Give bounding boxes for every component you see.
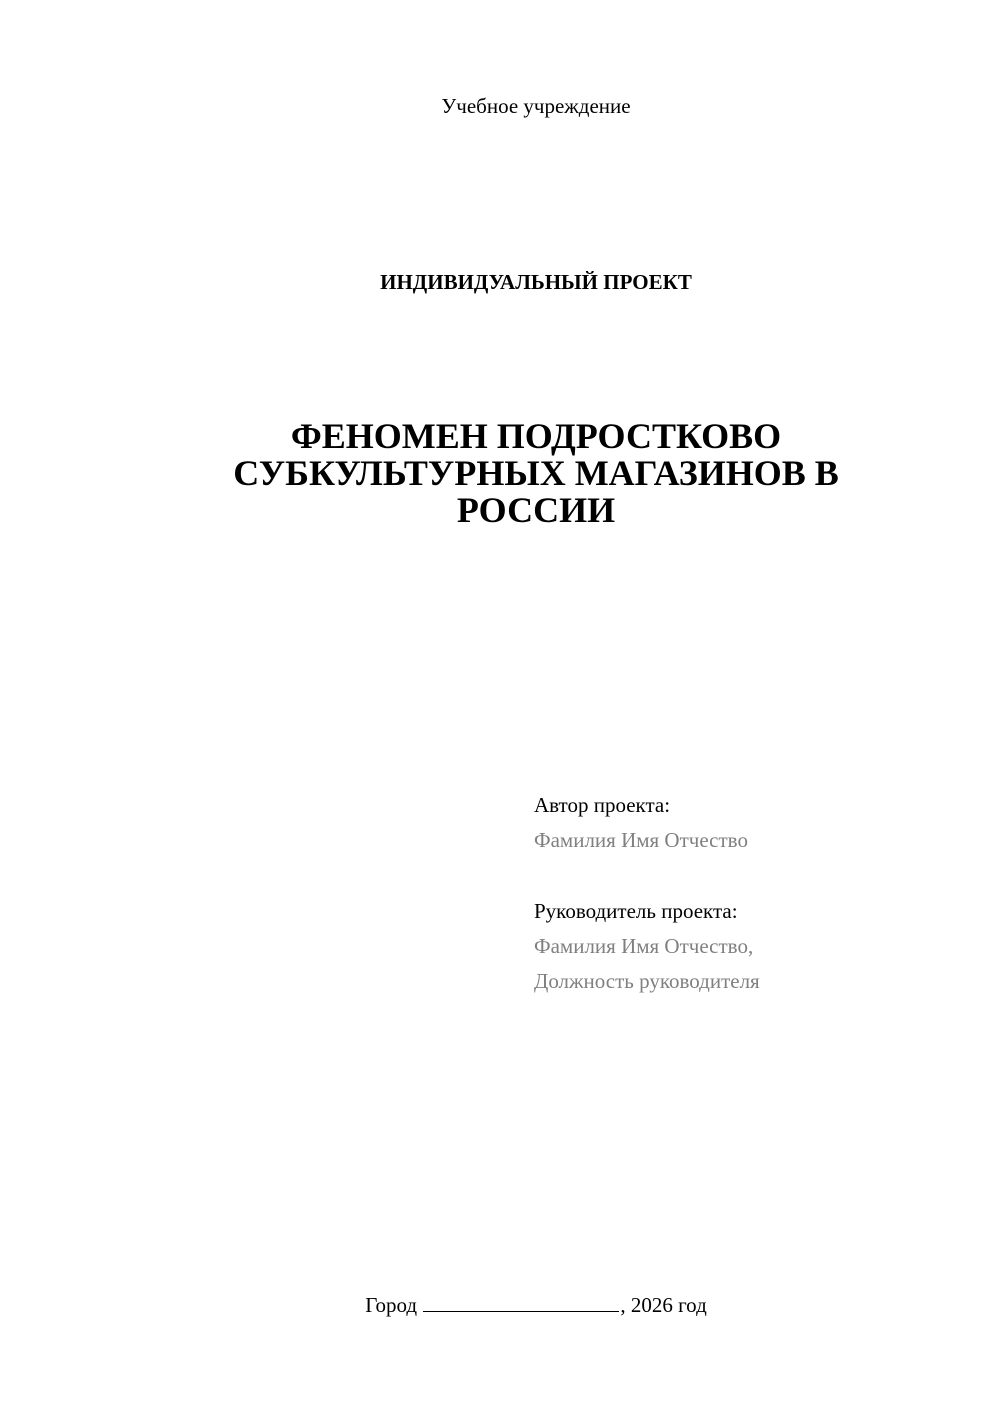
project-type-heading: ИНДИВИДУАЛЬНЫЙ ПРОЕКТ xyxy=(380,270,692,294)
project-credits xyxy=(534,788,974,999)
supervisor-label: Руководитель проекта: xyxy=(534,899,738,923)
author-label: Автор проекта: xyxy=(534,793,671,817)
supervisor-position: Должность руководителя xyxy=(534,969,760,993)
footer-city-year xyxy=(0,1290,1000,1320)
supervisor-name: Фамилия Имя Отчество, xyxy=(534,934,754,958)
project-title xyxy=(200,418,872,529)
city-label: Город xyxy=(365,1293,418,1317)
credits-spacer xyxy=(534,858,974,894)
project-title-line-2: СУБКУЛЬТУРНЫХ МАГАЗИНОВ В xyxy=(233,453,839,493)
institution-name: Учебное учреждение xyxy=(441,94,631,118)
author-name: Фамилия Имя Отчество xyxy=(534,828,748,852)
project-title-line-1: ФЕНОМЕН ПОДРОСТКОВО xyxy=(290,416,782,456)
city-blank-line xyxy=(423,1293,619,1312)
year-text: , 2026 год xyxy=(620,1293,707,1317)
project-title-line-3: РОССИИ xyxy=(456,490,616,530)
